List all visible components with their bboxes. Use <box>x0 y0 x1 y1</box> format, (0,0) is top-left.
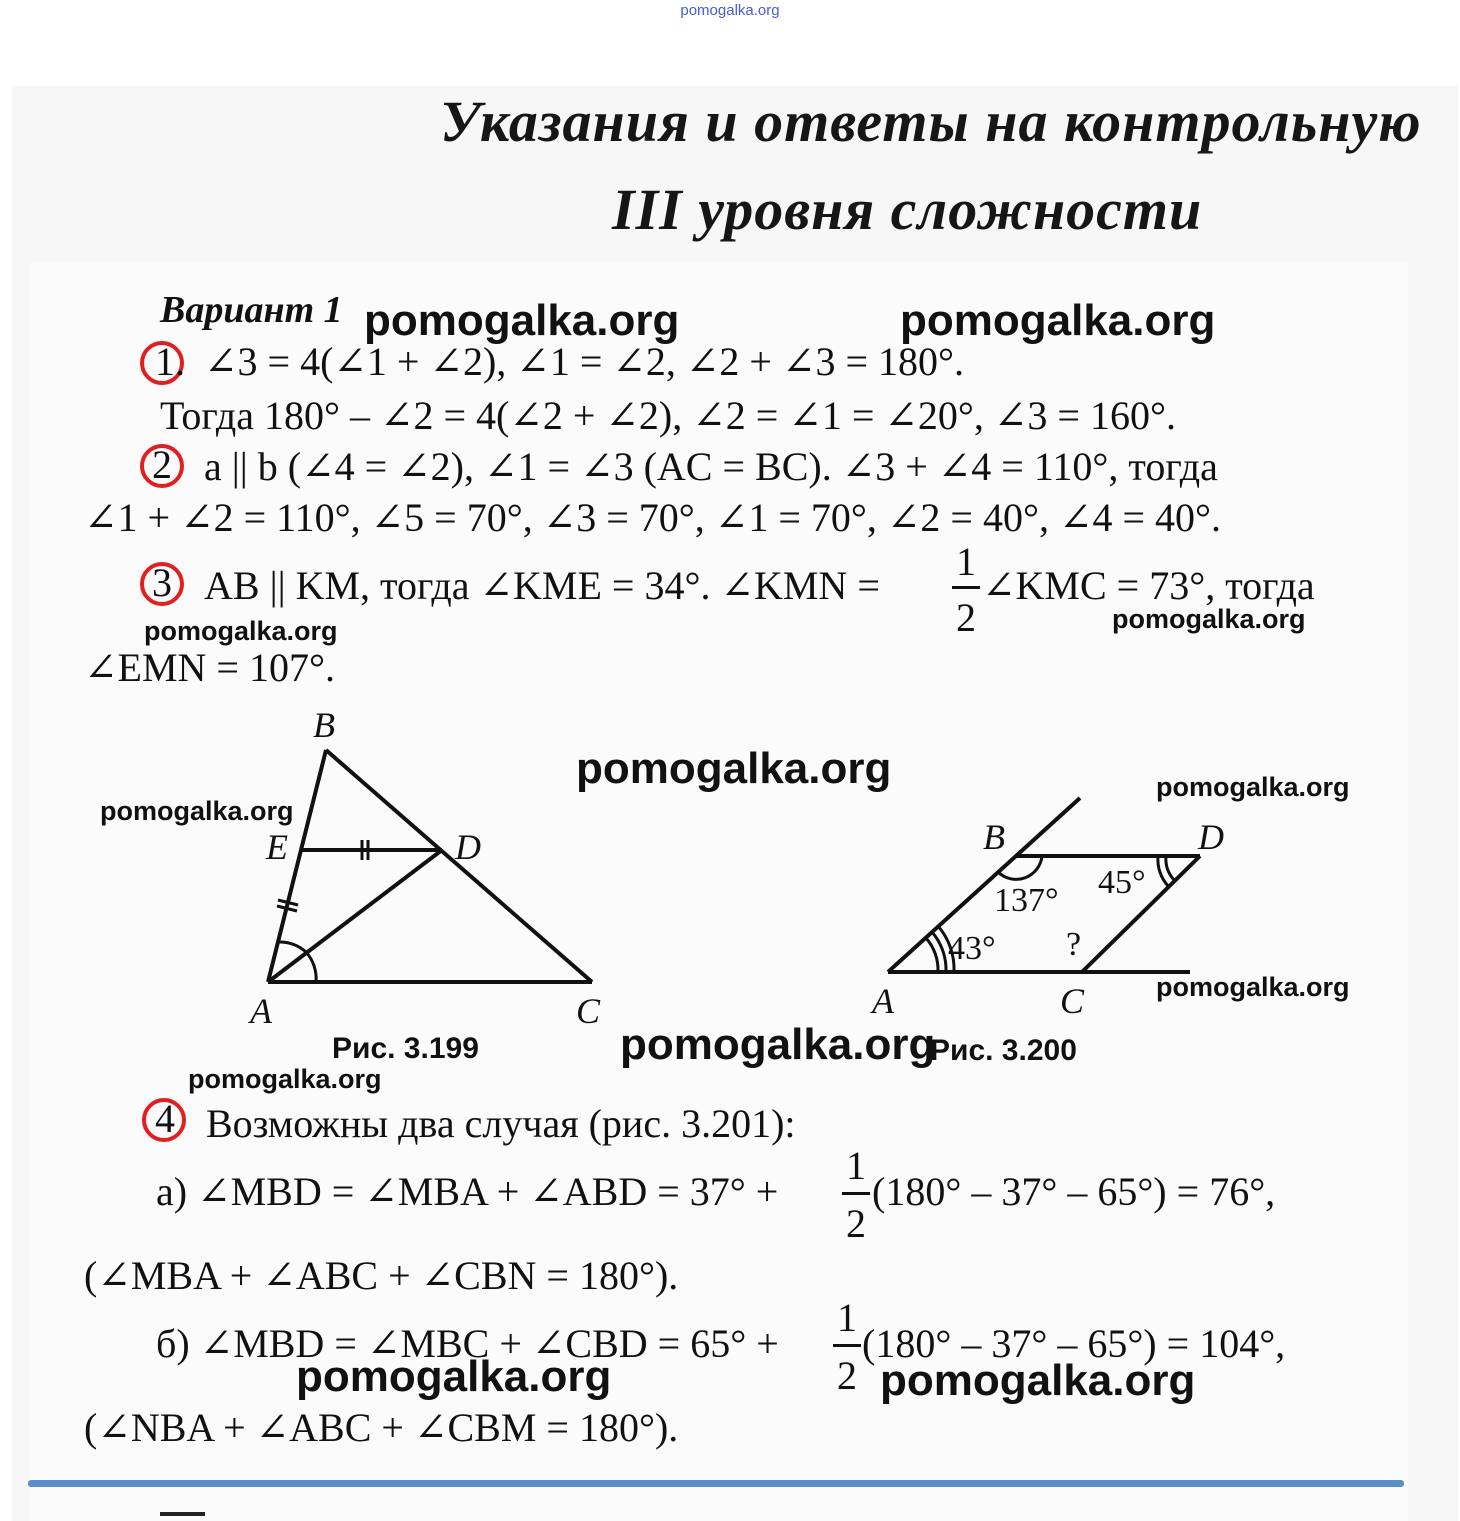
variant-heading: Вариант 1 <box>160 289 343 331</box>
problem-3-line-2: ∠EMN = 107°. <box>84 645 335 690</box>
fig200-label-c: C <box>1060 981 1085 1021</box>
problem-4-a-part-2: (180° – 37° – 65°) = 76°, <box>872 1169 1276 1214</box>
problem-4-intro: Возможны два случая (рис. 3.201): <box>206 1101 796 1146</box>
problem-4-b-frac-num: 1 <box>837 1295 857 1340</box>
fig200-arc-43-1 <box>926 938 938 972</box>
problem-3-line-1a: AB || KM, тогда ∠KME = 34°. ∠KMN = <box>204 563 880 608</box>
watermark: pomogalka.org <box>880 1356 1196 1405</box>
fig199-angle-arc-1 <box>278 942 306 952</box>
fig200-angle-unknown: ? <box>1066 926 1082 963</box>
cut-off-heading-fragment <box>160 1512 205 1516</box>
problem-1-number: 1. <box>155 339 185 384</box>
problem-4-a-part-1: а) ∠MBD = ∠MBA + ∠ABD = 37° + <box>156 1169 779 1214</box>
problem-4-b-frac-bar <box>833 1344 861 1347</box>
watermark: pomogalka.org <box>1156 972 1350 1002</box>
problem-4-a-frac-bar <box>842 1192 870 1195</box>
watermark: pomogalka.org <box>900 296 1216 345</box>
fig199-label-b: B <box>313 705 335 745</box>
watermark: pomogalka.org <box>364 296 680 345</box>
title-line-1: Указания и ответы на контрольную <box>440 89 1422 154</box>
watermark: pomogalka.org <box>188 1064 382 1094</box>
fig200-angle-45: 45° <box>1098 864 1146 901</box>
problem-4-a-frac-den: 2 <box>846 1201 866 1246</box>
title-line-2: III уровня сложности <box>612 177 1203 242</box>
fig199-angle-arc-2 <box>306 952 316 982</box>
problem-1-line-1: ∠3 = 4(∠1 + ∠2), ∠1 = ∠2, ∠2 + ∠3 = 180°. <box>204 339 965 384</box>
watermark: pomogalka.org <box>144 616 338 646</box>
fig200-label-a: A <box>872 981 894 1021</box>
problem-1-line-2: Тогда 180° – ∠2 = 4(∠2 + ∠2), ∠2 = ∠1 = ∠20°, ∠3 = 160°. <box>160 393 1176 438</box>
fig200-angle-137: 137° <box>994 882 1059 919</box>
problem-3-frac-den: 2 <box>956 595 976 640</box>
fig200-label-b: B <box>983 817 1005 857</box>
problem-4-a-part-3: (∠MBA + ∠ABC + ∠CBN = 180°). <box>84 1253 679 1298</box>
problem-4-b-part-1: б) ∠MBD = ∠MBC + ∠CBD = 65° + <box>156 1321 779 1366</box>
problem-4-a-frac-num: 1 <box>846 1143 866 1188</box>
fig199-label-c: C <box>576 991 601 1031</box>
problem-3-number: 3 <box>152 560 172 605</box>
watermark: pomogalka.org <box>1112 604 1306 634</box>
problem-4-b-frac-den: 2 <box>837 1353 857 1398</box>
fig199-caption: Рис. 3.199 <box>332 1032 479 1065</box>
fig199-label-e: E <box>266 827 288 867</box>
problem-3-frac-bar <box>952 586 980 589</box>
watermark: pomogalka.org <box>1156 772 1350 802</box>
fig200-caption: Рис. 3.200 <box>930 1034 1077 1067</box>
problem-2-line-2: ∠1 + ∠2 = 110°, ∠5 = 70°, ∠3 = 70°, ∠1 = 70°, ∠2 = 40°, ∠4 = 40°. <box>84 495 1222 540</box>
fig199-label-a: A <box>250 991 272 1031</box>
problem-3-frac-num: 1 <box>956 539 976 584</box>
fig200-arc-45-2 <box>1166 856 1174 880</box>
problem-4-number: 4 <box>155 1096 175 1141</box>
bottom-divider <box>28 1480 1404 1487</box>
fig200-angle-43: 43° <box>948 930 996 967</box>
problem-4-b-part-2: (180° – 37° – 65°) = 104°, <box>862 1321 1286 1366</box>
watermark: pomogalka.org <box>576 744 892 793</box>
problem-2-line-1: a || b (∠4 = ∠2), ∠1 = ∠3 (AC = BC). ∠3 + ∠4 = 110°, тогда <box>204 444 1218 489</box>
fig200-label-d: D <box>1198 817 1224 857</box>
watermark: pomogalka.org <box>296 1352 612 1401</box>
top-watermark: pomogalka.org <box>680 2 780 19</box>
problem-2-number: 2 <box>152 442 172 487</box>
problem-4-b-part-3: (∠NBA + ∠ABC + ∠CBM = 180°). <box>84 1405 679 1450</box>
problem-3-line-1b: ∠KMC = 73°, тогда <box>982 563 1315 608</box>
watermark: pomogalka.org <box>620 1020 936 1069</box>
watermark: pomogalka.org <box>100 796 294 826</box>
fig199-label-d: D <box>455 827 481 867</box>
